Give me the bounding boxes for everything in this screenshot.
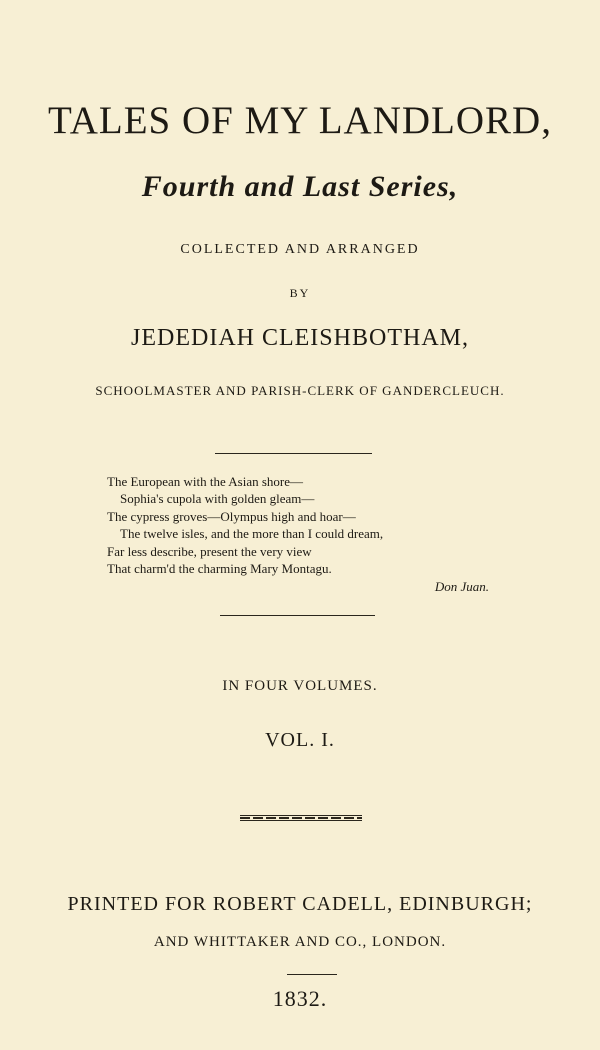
lower-epigraph-rule (220, 615, 375, 616)
upper-epigraph-rule (215, 453, 372, 454)
epigraph-line: That charm'd the charming Mary Montagu. (107, 561, 332, 577)
collected-label: COLLECTED AND ARRANGED (180, 242, 420, 257)
epigraph-line: Far less describe, present the very view (107, 543, 312, 559)
epigraph-line: The cypress groves—Olympus high and hoar— (107, 508, 356, 524)
epigraph-line: The European with the Asian shore— (107, 474, 304, 489)
year-rule (287, 974, 337, 975)
publication-year: 1832. (272, 986, 328, 1011)
publisher-line: AND WHITTAKER AND CO., LONDON. (153, 934, 447, 950)
volume-number: VOL. I. (265, 729, 335, 751)
volume-count: IN FOUR VOLUMES. (222, 678, 378, 694)
epigraph-line: The twelve isles, and the more than I could dream, (120, 526, 384, 542)
book-title: TALES OF MY LANDLORD, (48, 99, 552, 142)
author-position: SCHOOLMASTER AND PARISH-CLERK OF GANDERCLEUCH. (95, 383, 505, 398)
epigraph-line: Sophia's cupola with golden gleam— (120, 491, 315, 507)
by-label: BY (289, 286, 311, 300)
epigraph (107, 473, 492, 596)
author-name: JEDEDIAH CLEISHBOTHAM, (131, 325, 469, 351)
series-subtitle: Fourth and Last Series, (141, 170, 459, 203)
ornamental-rule (240, 815, 362, 821)
printer-line: PRINTED FOR ROBERT CADELL, EDINBURGH; (67, 893, 533, 915)
epigraph-source: Don Juan. (434, 579, 489, 595)
